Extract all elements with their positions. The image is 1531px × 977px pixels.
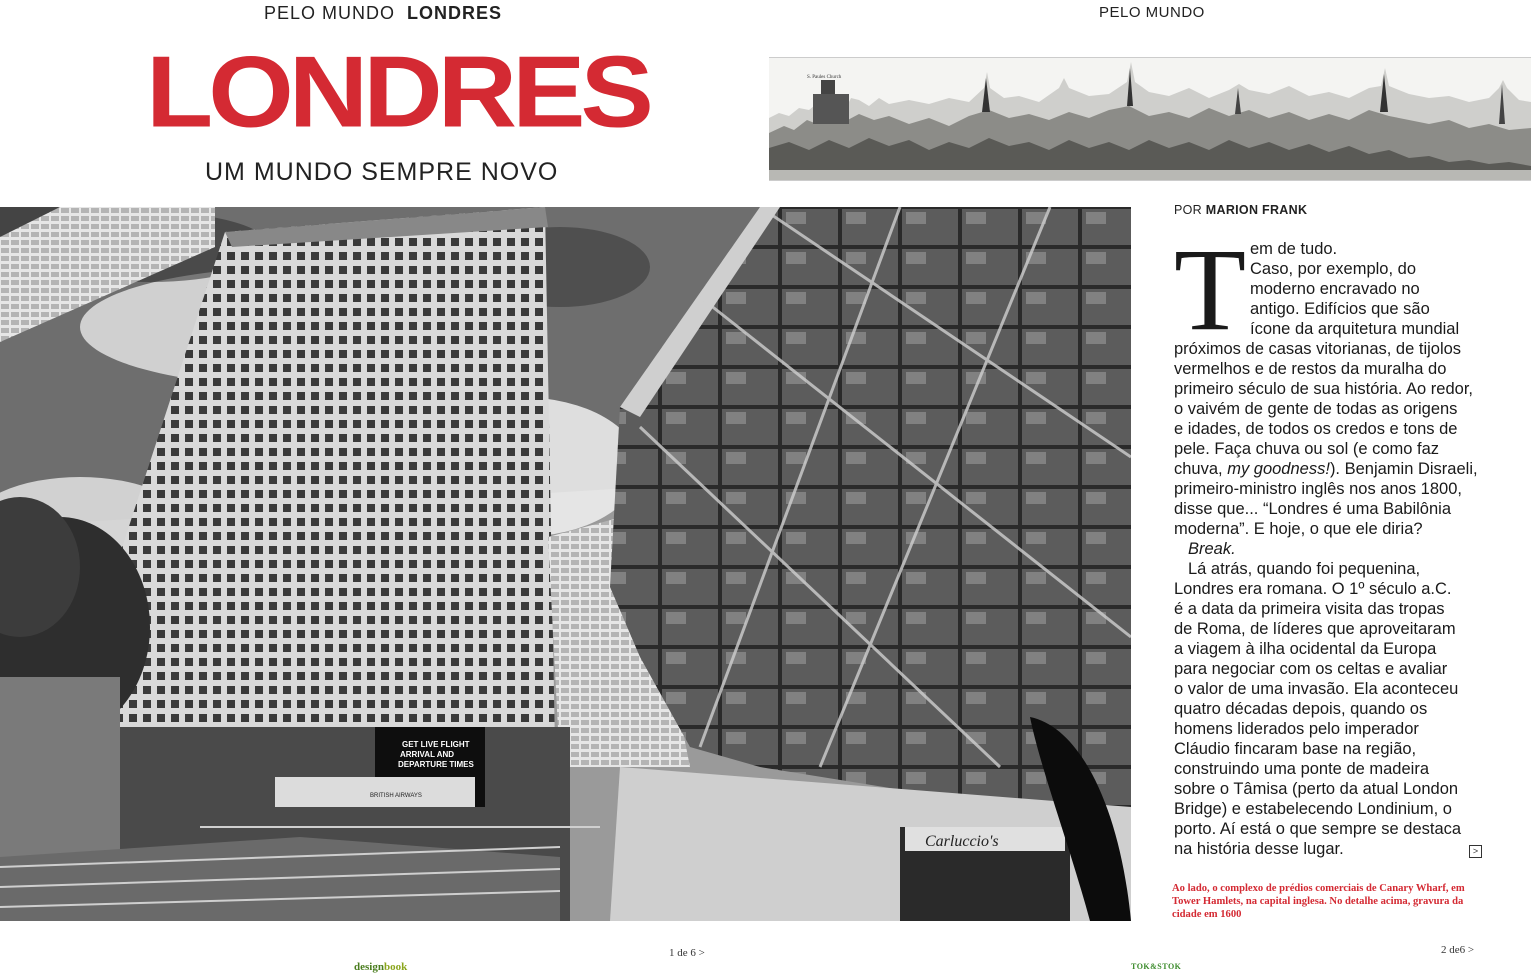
article-line: quatro décadas depois, quando os [1174, 700, 1428, 718]
article-end-icon: > [1469, 845, 1482, 858]
article-line: e idades, de todos os credos e tons de [1174, 420, 1458, 438]
article-line: Lá atrás, quando foi pequenina, [1188, 560, 1421, 578]
article-line: o vaivém de gente de todas as origens [1174, 400, 1458, 418]
article-line: em de tudo. [1250, 240, 1338, 258]
designbook-logo-part-a: design [354, 961, 384, 973]
article-dropcap: T [1174, 224, 1247, 355]
article-line: primeiro-ministro inglês nos anos 1800, [1174, 480, 1462, 498]
article-line: sobre o Tâmisa (perto da atual London [1174, 780, 1459, 798]
article-line: na história desse lugar. [1174, 840, 1344, 858]
engraving-skyline-illustration [769, 58, 1531, 180]
engraving-image [769, 57, 1531, 181]
byline-prefix: POR [1174, 203, 1202, 217]
article-line: homens liderados pelo imperador [1174, 720, 1419, 738]
article-line: construindo uma ponte de madeira [1174, 760, 1429, 778]
article-line: para negociar com os celtas e avaliar [1174, 660, 1448, 678]
section-label-bold: LONDRES [407, 3, 503, 23]
article-line: pele. Faça chuva ou sol (e como faz [1174, 440, 1440, 458]
byline [1174, 203, 1307, 217]
article-line: Cláudio fincaram base na região, [1174, 740, 1417, 758]
page-subtitle: UM MUNDO SEMPRE NOVO [205, 158, 559, 186]
canary-wharf-photo [0, 207, 1131, 921]
page-number-right[interactable]: 2 de6 > [1441, 944, 1475, 956]
designbook-logo [354, 961, 407, 973]
section-header-left [264, 3, 502, 24]
section-label: PELO MUNDO [264, 3, 396, 23]
engraving-label: S. Paules Church [807, 75, 842, 80]
article-line: vermelhos e de restos da muralha do [1174, 360, 1447, 378]
article-line: de Roma, de líderes que aproveitaram [1174, 620, 1456, 638]
restaurant-sign: Carluccio's [925, 833, 999, 850]
article-line: Break. [1188, 540, 1236, 558]
article-line: moderno encravado no [1250, 280, 1420, 298]
section-header-right: PELO MUNDO [1099, 4, 1205, 21]
article-line: disse que... “Londres é uma Babilônia [1174, 500, 1452, 518]
designbook-logo-part-b: book [383, 961, 408, 973]
tokstok-logo: TOK&STOK [1131, 962, 1182, 971]
article-line: antigo. Edifícios que são [1250, 300, 1430, 318]
photo-caption: Ao lado, o complexo de prédios comerciais de Canary Wharf, em Tower Hamlets, na capital inglesa. No detalhe acima, gravura da cidade em 1600 [1172, 883, 1465, 920]
canary-wharf-illustration [0, 207, 1131, 921]
byline-author: MARION FRANK [1205, 203, 1308, 217]
article-line: Caso, por exemplo, do [1250, 260, 1417, 278]
screen-text: GET LIVE FLIGHT ARRIVAL AND DEPARTURE TIMES [398, 740, 474, 769]
article-line: próximos de casas vitorianas, de tijolos [1174, 340, 1462, 358]
article-line: porto. Aí está o que sempre se destaca [1174, 820, 1462, 838]
page-number-left[interactable]: 1 de 6 > [669, 947, 705, 959]
article-line: Bridge) e estabelecendo Londinium, o [1174, 800, 1452, 818]
article-line: primeiro século de sua história. Ao redor, [1174, 380, 1473, 398]
article-line: a viagem à ilha ocidental da Europa [1174, 640, 1437, 658]
article-line: é a data da primeira visita das tropas [1174, 600, 1445, 618]
article-line: ícone da arquitetura mundial [1250, 320, 1460, 338]
page-title: LONDRES [146, 35, 649, 149]
article-line: Londres era romana. O 1º século a.C. [1174, 580, 1452, 598]
article-line: chuva, my goodness!). Benjamin Disraeli, [1174, 460, 1478, 478]
airline-sign: BRITISH AIRWAYS [370, 793, 422, 799]
article-line: moderna”. E hoje, o que ele diria? [1174, 520, 1423, 538]
article-line: o valor de uma invasão. Ela aconteceu [1174, 680, 1459, 698]
